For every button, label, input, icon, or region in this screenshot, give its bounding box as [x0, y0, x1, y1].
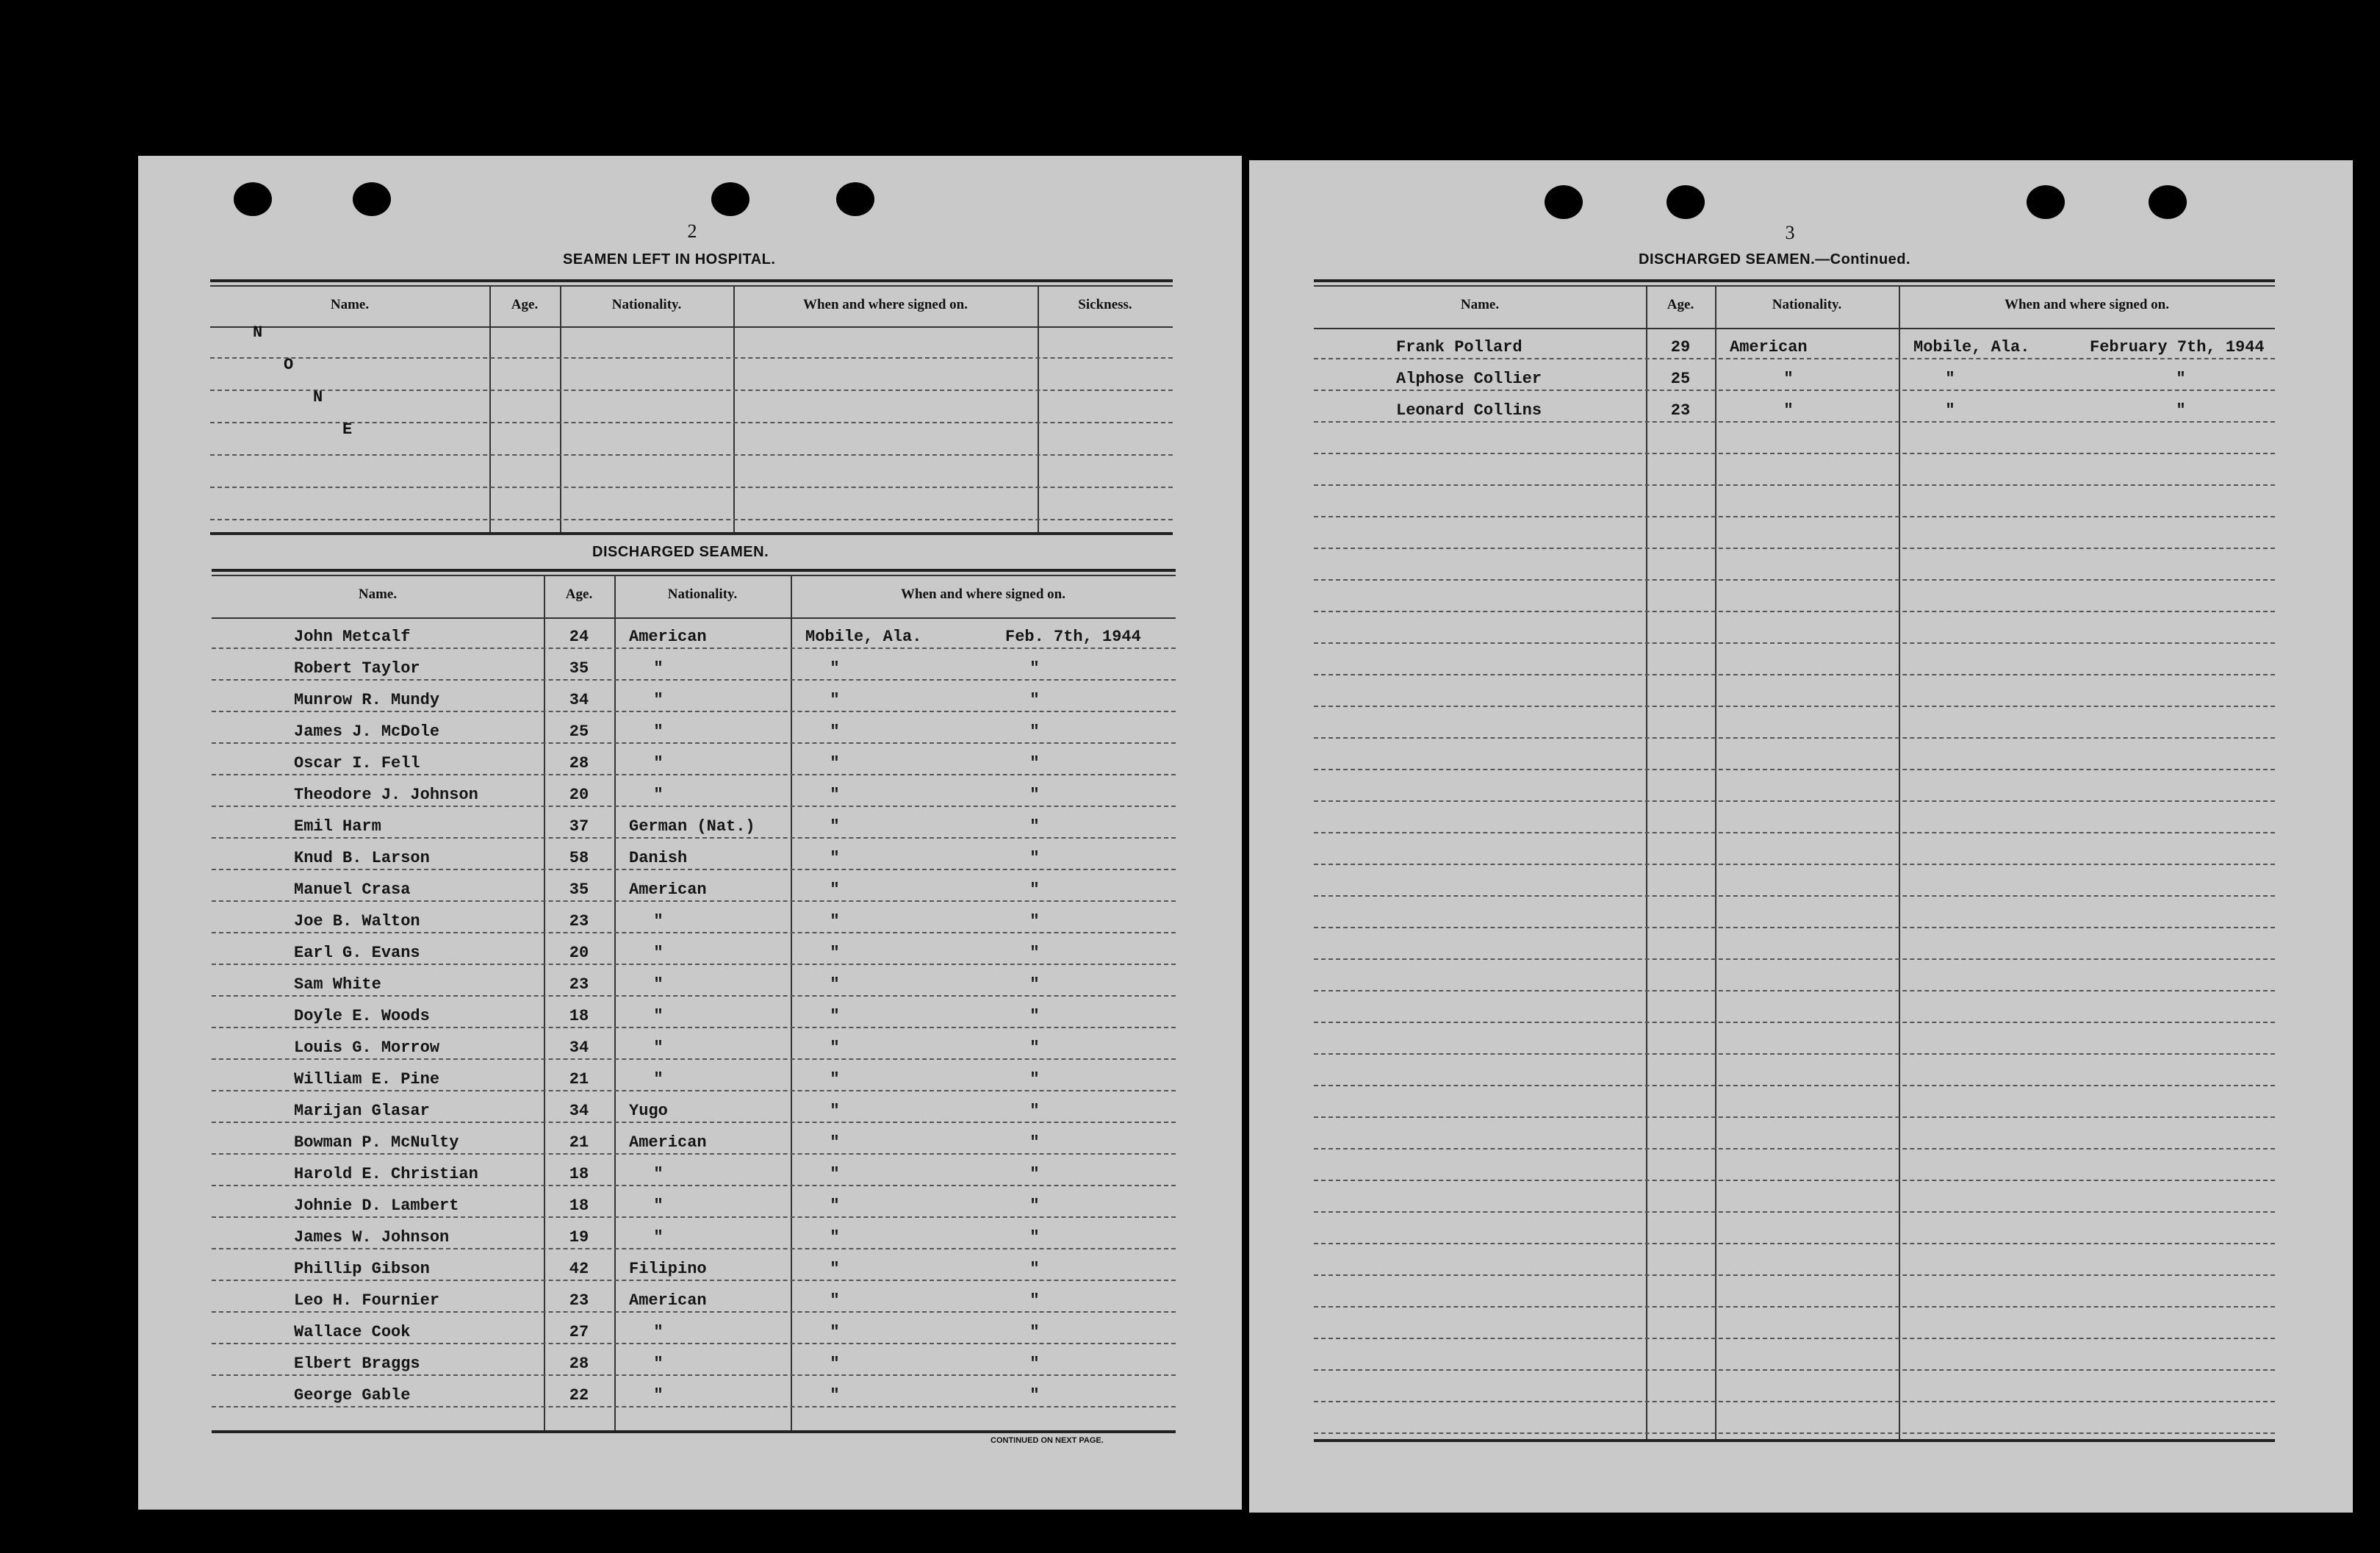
seaman-name: Doyle E. Woods	[294, 1007, 430, 1025]
seaman-name: Bowman P. McNulty	[294, 1133, 459, 1152]
seaman-age: 23	[1670, 401, 1691, 420]
seaman-nationality: "	[653, 1039, 664, 1057]
signed-on-date: "	[1029, 817, 1040, 836]
table-row	[212, 649, 1176, 681]
seaman-age: 23	[569, 1291, 589, 1310]
seaman-age: 25	[1670, 370, 1691, 388]
seaman-name: James W. Johnson	[294, 1228, 450, 1247]
seaman-nationality: "	[653, 1007, 664, 1025]
table-row	[1314, 1213, 2275, 1244]
table-row	[1314, 739, 2275, 770]
seaman-age: 18	[569, 1165, 589, 1183]
signed-on-place: "	[830, 1039, 840, 1057]
column-header-nationality: Nationality.	[667, 587, 738, 602]
table-row	[212, 1123, 1176, 1155]
continued-note: CONTINUED ON NEXT PAGE.	[991, 1436, 1104, 1445]
column-header-age: Age.	[511, 297, 539, 312]
seaman-age: 18	[569, 1197, 589, 1215]
table-row	[1314, 1023, 2275, 1055]
seaman-age: 21	[569, 1070, 589, 1088]
signed-on-date: "	[1029, 1133, 1040, 1152]
table-row	[212, 839, 1176, 870]
table-row	[210, 359, 1173, 391]
seaman-name: Frank Pollard	[1396, 338, 1522, 356]
table-row	[212, 1155, 1176, 1186]
seaman-age: 19	[569, 1228, 589, 1247]
table-row	[1314, 581, 2275, 612]
seaman-name: Oscar I. Fell	[294, 754, 420, 772]
seaman-name: George Gable	[294, 1386, 411, 1405]
table-row	[1314, 1149, 2275, 1181]
table-row	[212, 1218, 1176, 1249]
seaman-age: 29	[1670, 338, 1691, 356]
punch-hole	[234, 182, 272, 216]
seaman-age: 34	[569, 1039, 589, 1057]
table-row	[1314, 359, 2275, 391]
hospital-table	[210, 279, 1173, 537]
signed-on-place: "	[830, 1355, 840, 1373]
seaman-nationality: "	[1783, 370, 1794, 388]
seaman-age: 35	[569, 880, 589, 899]
seaman-nationality: "	[653, 1165, 664, 1183]
signed-on-date: Feb. 7th, 1944	[1005, 628, 1141, 646]
table-row	[1314, 549, 2275, 581]
seaman-age: 28	[569, 1355, 589, 1373]
seaman-age: 24	[569, 628, 589, 646]
seaman-name: Munrow R. Mundy	[294, 691, 440, 709]
seaman-nationality: Danish	[629, 849, 688, 867]
table-row	[1314, 928, 2275, 960]
signed-on-place: "	[830, 754, 840, 772]
table-row	[1314, 675, 2275, 707]
seaman-name: Leonard Collins	[1396, 401, 1542, 420]
signed-on-place: "	[830, 975, 840, 994]
table-row	[1314, 1055, 2275, 1086]
seaman-age: 20	[569, 786, 589, 804]
table-row	[212, 744, 1176, 775]
signed-on-date: "	[1029, 1197, 1040, 1215]
table-row	[212, 933, 1176, 965]
seaman-age: 35	[569, 659, 589, 678]
signed-on-place: "	[1945, 370, 1955, 388]
seaman-nationality: "	[653, 1323, 664, 1341]
none-letter: E	[342, 420, 353, 439]
table-row	[210, 423, 1173, 456]
table-row	[1314, 517, 2275, 549]
table-row	[212, 681, 1176, 712]
table-row	[212, 997, 1176, 1028]
signed-on-date: "	[1029, 1039, 1040, 1057]
seaman-name: Theodore J. Johnson	[294, 786, 478, 804]
signed-on-date: "	[1029, 691, 1040, 709]
signed-on-date: "	[1029, 1070, 1040, 1088]
discharged-continued-title: DISCHARGED SEAMEN.—Continued.	[1639, 251, 1911, 268]
punch-hole	[2027, 185, 2065, 219]
table-row	[1314, 865, 2275, 897]
seaman-nationality: American	[629, 880, 707, 899]
signed-on-date: "	[2176, 370, 2186, 388]
table-row	[1314, 423, 2275, 454]
seaman-name: Manuel Crasa	[294, 880, 411, 899]
signed-on-place: "	[830, 722, 840, 741]
discharged-table	[212, 569, 1176, 1436]
table-row	[212, 1249, 1176, 1281]
seaman-name: Robert Taylor	[294, 659, 420, 678]
column-header-nationality: Nationality.	[1772, 297, 1842, 312]
seaman-name: Harold E. Christian	[294, 1165, 478, 1183]
punch-hole	[1545, 185, 1583, 219]
seaman-age: 22	[569, 1386, 589, 1405]
table-row	[1314, 644, 2275, 675]
seaman-nationality: "	[653, 1228, 664, 1247]
seaman-name: Sam White	[294, 975, 381, 994]
seaman-age: 23	[569, 975, 589, 994]
seaman-nationality: "	[653, 722, 664, 741]
seaman-nationality: "	[653, 1070, 664, 1088]
signed-on-place: "	[830, 1102, 840, 1120]
signed-on-date: "	[1029, 1355, 1040, 1373]
signed-on-date: "	[1029, 944, 1040, 962]
signed-on-place: "	[830, 786, 840, 804]
signed-on-place: "	[830, 880, 840, 899]
signed-on-place: "	[830, 944, 840, 962]
table-row	[212, 1060, 1176, 1091]
table-row	[212, 807, 1176, 839]
signed-on-place: "	[830, 1070, 840, 1088]
table-row	[210, 326, 1173, 359]
left-page	[138, 156, 1242, 1510]
seaman-nationality: "	[653, 1355, 664, 1373]
signed-on-date: "	[1029, 1323, 1040, 1341]
signed-on-place: "	[830, 1228, 840, 1247]
table-row	[1314, 486, 2275, 517]
seaman-name: Johnie D. Lambert	[294, 1197, 459, 1215]
seaman-nationality: "	[653, 944, 664, 962]
seaman-age: 25	[569, 722, 589, 741]
seaman-name: Joe B. Walton	[294, 912, 420, 930]
table-row	[1314, 1086, 2275, 1118]
column-header-signed-on: When and where signed on.	[900, 587, 1065, 602]
signed-on-place: "	[830, 912, 840, 930]
signed-on-place: "	[830, 849, 840, 867]
signed-on-date: February 7th, 1944	[2090, 338, 2265, 356]
table-row	[210, 391, 1173, 423]
seaman-name: Earl G. Evans	[294, 944, 420, 962]
signed-on-place: "	[830, 1197, 840, 1215]
signed-on-place: Mobile, Ala.	[1913, 338, 2030, 356]
punch-hole	[836, 182, 874, 216]
table-row	[1314, 391, 2275, 423]
table-row	[212, 775, 1176, 807]
table-row	[1314, 1118, 2275, 1149]
signed-on-date: "	[1029, 849, 1040, 867]
hospital-section-title: SEAMEN LEFT IN HOSPITAL.	[563, 251, 776, 268]
table-row	[1314, 1308, 2275, 1339]
column-header-name: Name.	[1460, 297, 1500, 312]
seaman-age: 58	[569, 849, 589, 867]
seaman-nationality: American	[629, 1133, 707, 1152]
signed-on-place: "	[830, 817, 840, 836]
signed-on-date: "	[1029, 1007, 1040, 1025]
signed-on-date: "	[1029, 1228, 1040, 1247]
table-row	[212, 617, 1176, 649]
seaman-name: James J. McDole	[294, 722, 440, 741]
signed-on-date: "	[2176, 401, 2186, 420]
table-row	[1314, 960, 2275, 991]
signed-on-date: "	[1029, 786, 1040, 804]
table-row	[212, 1376, 1176, 1407]
signed-on-place: "	[830, 1133, 840, 1152]
table-row	[212, 1313, 1176, 1344]
signed-on-place: "	[830, 1165, 840, 1183]
seaman-nationality: "	[653, 912, 664, 930]
seaman-nationality: American	[1730, 338, 1808, 356]
table-row	[1314, 328, 2275, 359]
table-row	[1314, 707, 2275, 739]
table-row	[212, 1281, 1176, 1313]
none-letter: O	[284, 356, 294, 374]
signed-on-date: "	[1029, 975, 1040, 994]
seaman-name: Wallace Cook	[294, 1323, 411, 1341]
seaman-nationality: "	[653, 786, 664, 804]
signed-on-date: "	[1029, 754, 1040, 772]
punch-hole	[353, 182, 391, 216]
table-row	[210, 488, 1173, 520]
seaman-name: John Metcalf	[294, 628, 411, 646]
table-row	[1314, 1276, 2275, 1308]
seaman-name: Louis G. Morrow	[294, 1039, 440, 1057]
seaman-age: 34	[569, 691, 589, 709]
page-number: 2	[687, 220, 697, 242]
signed-on-place: "	[830, 1291, 840, 1310]
table-row	[1314, 770, 2275, 802]
signed-on-date: "	[1029, 1260, 1040, 1278]
seaman-age: 20	[569, 944, 589, 962]
table-row	[210, 456, 1173, 488]
table-row	[1314, 802, 2275, 833]
signed-on-place: "	[830, 1323, 840, 1341]
seaman-age: 23	[569, 912, 589, 930]
seaman-age: 37	[569, 817, 589, 836]
seaman-nationality: American	[629, 1291, 707, 1310]
table-row	[1314, 1402, 2275, 1434]
column-header-name: Name.	[358, 587, 398, 602]
seaman-nationality: "	[653, 754, 664, 772]
column-header-nationality: Nationality.	[611, 297, 682, 312]
signed-on-date: "	[1029, 659, 1040, 678]
column-header-age: Age.	[565, 587, 593, 602]
signed-on-place: "	[830, 659, 840, 678]
signed-on-date: "	[1029, 1386, 1040, 1405]
punch-hole	[2149, 185, 2187, 219]
seaman-name: William E. Pine	[294, 1070, 440, 1088]
seaman-nationality: German (Nat.)	[629, 817, 755, 836]
seaman-name: Alphose Collier	[1396, 370, 1542, 388]
none-letter: N	[313, 388, 323, 406]
table-row	[212, 1186, 1176, 1218]
seaman-nationality: "	[653, 975, 664, 994]
seaman-age: 34	[569, 1102, 589, 1120]
seaman-name: Emil Harm	[294, 817, 381, 836]
signed-on-place: "	[1945, 401, 1955, 420]
seaman-nationality: "	[653, 691, 664, 709]
signed-on-place: "	[830, 1386, 840, 1405]
seaman-nationality: "	[653, 659, 664, 678]
seaman-nationality: "	[1783, 401, 1794, 420]
seaman-nationality: Yugo	[629, 1102, 668, 1120]
seaman-age: 21	[569, 1133, 589, 1152]
table-row	[1314, 991, 2275, 1023]
column-header-age: Age.	[1667, 297, 1694, 312]
page-number: 3	[1785, 222, 1795, 243]
signed-on-place: Mobile, Ala.	[805, 628, 922, 646]
table-row	[1314, 897, 2275, 928]
seaman-nationality: "	[653, 1197, 664, 1215]
table-row	[212, 1028, 1176, 1060]
signed-on-date: "	[1029, 912, 1040, 930]
right-page	[1249, 160, 2353, 1513]
table-row	[1314, 1339, 2275, 1371]
seaman-name: Marijan Glasar	[294, 1102, 430, 1120]
signed-on-date: "	[1029, 880, 1040, 899]
signed-on-date: "	[1029, 1102, 1040, 1120]
seaman-nationality: "	[653, 1386, 664, 1405]
signed-on-place: "	[830, 691, 840, 709]
table-row	[1314, 1371, 2275, 1402]
punch-hole	[711, 182, 749, 216]
column-header-signed-on: When and where signed on.	[2004, 297, 2169, 312]
table-row	[212, 1091, 1176, 1123]
signed-on-date: "	[1029, 1165, 1040, 1183]
seaman-name: Leo H. Fournier	[294, 1291, 440, 1310]
table-row	[212, 902, 1176, 933]
signed-on-place: "	[830, 1007, 840, 1025]
table-row	[1314, 1181, 2275, 1213]
signed-on-date: "	[1029, 1291, 1040, 1310]
signed-on-date: "	[1029, 722, 1040, 741]
seaman-age: 28	[569, 754, 589, 772]
column-header-name: Name.	[330, 297, 370, 312]
seaman-name: Phillip Gibson	[294, 1260, 430, 1278]
punch-hole	[1667, 185, 1705, 219]
signed-on-place: "	[830, 1260, 840, 1278]
seaman-age: 27	[569, 1323, 589, 1341]
column-header-signed-on: When and where signed on.	[802, 297, 968, 312]
seaman-nationality: American	[629, 628, 707, 646]
column-header-sickness: Sickness.	[1078, 297, 1132, 312]
table-row	[212, 870, 1176, 902]
table-row	[1314, 454, 2275, 486]
table-row	[212, 712, 1176, 744]
table-row	[1314, 612, 2275, 644]
table-row	[1314, 1244, 2275, 1276]
seaman-name: Knud B. Larson	[294, 849, 430, 867]
seaman-age: 18	[569, 1007, 589, 1025]
table-row	[212, 965, 1176, 997]
seaman-age: 42	[569, 1260, 589, 1278]
seaman-nationality: Filipino	[629, 1260, 707, 1278]
none-letter: N	[253, 323, 263, 342]
table-row	[212, 1344, 1176, 1376]
seaman-name: Elbert Braggs	[294, 1355, 420, 1373]
table-row	[1314, 833, 2275, 865]
discharged-continued-table	[1314, 279, 2275, 1553]
discharged-section-title: DISCHARGED SEAMEN.	[592, 544, 769, 560]
